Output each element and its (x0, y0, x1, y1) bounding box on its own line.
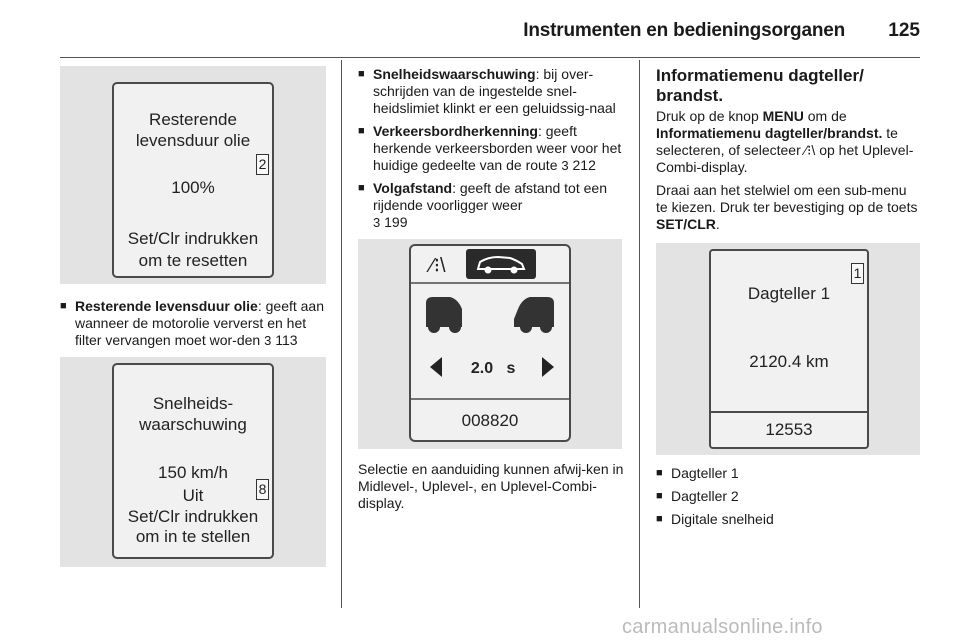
figure-caption: Selectie en aanduiding kunnen afwij-ken in Midlevel-, Uplevel-, en Uplevel-Combi-display. (358, 461, 624, 511)
paragraph-1 (656, 108, 922, 176)
text-run: te selecteren, of selecteer ⁄⁝\ op het Uplevel-Combi-display. (656, 125, 914, 175)
page-ref-link[interactable]: 212 (572, 157, 596, 173)
display-value: 100% (171, 178, 215, 197)
column-3 (656, 66, 922, 534)
bullet-following-distance (358, 180, 624, 231)
display-line: Resterende (149, 110, 237, 129)
trip-meter-figure (656, 243, 920, 455)
bullet-text: : geeft herkende verkeersborden weer voor het huidige gedeelte van de route (373, 123, 622, 173)
page-ref-arrow-icon: 3 (561, 158, 569, 173)
page-number: 125 (888, 20, 920, 41)
list-item: ■ Dagteller 2 (656, 488, 922, 505)
watermark: carmanualsonline.info (622, 616, 823, 638)
bullet-term: Snelheidswaarschuwing (373, 66, 536, 82)
text-run: Druk op de knop (656, 108, 763, 124)
display-indicator: 2 (256, 154, 269, 175)
distance-unit: s (506, 360, 516, 377)
car-tab (466, 249, 536, 279)
display-indicator: 1 (851, 263, 864, 284)
text-run: . (715, 216, 720, 232)
page-header (0, 0, 960, 60)
bullet-term: Volgafstand (373, 180, 453, 196)
distance-value: 2.0 (470, 360, 494, 377)
menu-key-label: MENU (762, 108, 804, 124)
set-clr-key-label: SET/CLR (656, 216, 716, 232)
bullet-text: : geeft de afstand tot een rijdende voorligger weer (373, 180, 607, 213)
speed-warning-figure (60, 357, 326, 567)
text-run: om de (803, 108, 847, 124)
display-line: Set/Clr indrukken (127, 229, 259, 248)
odometer-value: 008820 (461, 411, 519, 430)
display-line: om te resetten (138, 251, 248, 270)
trip-title: Dagteller 1 (747, 284, 831, 303)
page-ref-arrow-icon: 3 (264, 333, 272, 348)
bullet-oil-life (60, 298, 328, 349)
list-item: ■ Digitale snelheid (656, 511, 922, 528)
distance-display-svg (358, 239, 622, 449)
bullet-text: : geeft aan wanneer de motorolie ververst en het filter vervangen moet wor-den (75, 298, 325, 348)
display-line: waarschuwing (139, 415, 247, 434)
display-line: levensduur olie (135, 131, 251, 150)
page-ref-link[interactable]: 113 (275, 332, 298, 348)
page-title: Instrumenten en bedieningsorganen (523, 20, 845, 41)
column-divider-2 (639, 60, 640, 608)
display-state: Uit (182, 486, 204, 505)
bullet-text: : bij over-schrijden van de ingestelde snel-heidslimiet klinkt er een geluidssig-naal (373, 66, 616, 116)
speed-warning-display (112, 363, 274, 559)
display-line: om in te stellen (135, 527, 251, 546)
column-1 (60, 66, 328, 567)
display-value: 150 km/h (158, 463, 228, 482)
bullet-term: Resterende levensduur olie (75, 298, 258, 314)
trip-meter-display (709, 249, 869, 449)
display-line: Set/Clr indrukken (127, 507, 259, 526)
oil-life-figure (60, 66, 326, 284)
page-ref-arrow-icon: 3 (373, 215, 381, 230)
trip-value: 2120.4 km (749, 352, 829, 371)
section-heading: Informatiemenu dagteller/ brandst. (656, 66, 864, 105)
header-divider (60, 57, 920, 58)
column-2 (358, 66, 624, 518)
menu-name-label: Informatiemenu dagteller/brandst. (656, 125, 883, 141)
display-divider (711, 411, 867, 413)
column-divider-1 (341, 60, 342, 608)
bullet-traffic-sign (358, 123, 624, 174)
tab-menu-icon: ⁄⁝\ (430, 255, 446, 277)
oil-life-display (112, 82, 274, 278)
text-run: Draai aan het stelwiel om een sub-menu te kiezen. Druk ter bevestiging op de toets (656, 182, 918, 215)
display-indicator: 8 (256, 479, 269, 500)
display-line: Snelheids- (152, 394, 234, 413)
page-ref-link[interactable]: 199 (384, 214, 408, 230)
bullet-speed-warning (358, 66, 624, 117)
list-item: ■ Dagteller 1 (656, 465, 922, 482)
paragraph-2 (656, 182, 922, 233)
bullet-term: Verkeersbordherkenning (373, 123, 538, 139)
odometer-value: 12553 (765, 420, 813, 439)
distance-figure (358, 239, 622, 449)
trip-options-list (656, 465, 922, 528)
